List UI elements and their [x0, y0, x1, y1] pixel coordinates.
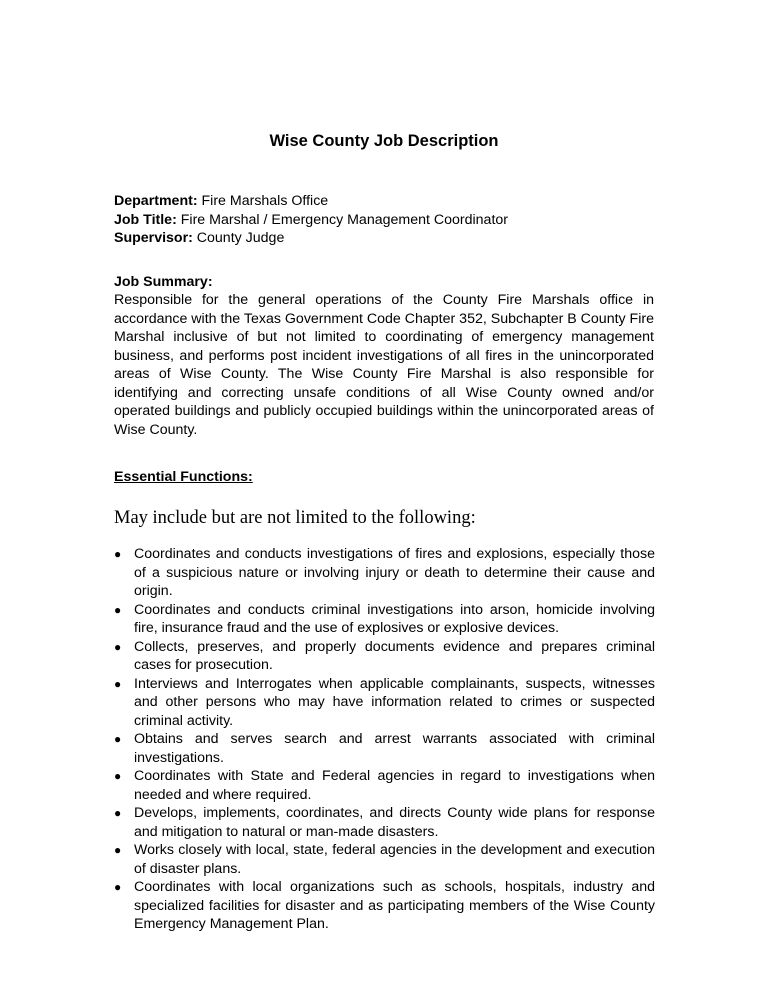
supervisor-label: Supervisor: [114, 230, 193, 246]
supervisor-line [114, 229, 674, 248]
bullet-icon: ● [114, 806, 122, 820]
bullet-icon: ● [114, 880, 122, 894]
list-item [114, 601, 655, 638]
list-item [114, 730, 655, 767]
department-label: Department: [114, 193, 198, 209]
document-title: Wise County Job Description [269, 132, 499, 150]
list-item-text: Coordinates and conducts investigations of fires and explosions, especially those of a suspicious nature or involving injury or death to determine their cause and origin. [134, 546, 655, 599]
list-item-text: Interviews and Interrogates when applicable complainants, suspects, witnesses and other persons who may have information related to crimes or suspected criminal activity. [134, 675, 655, 729]
bullet-icon: ● [114, 639, 122, 654]
bullet-icon: ● [114, 769, 122, 783]
list-item [114, 878, 655, 934]
bullet-icon: ● [114, 676, 122, 691]
list-item-text: Collects, preserves, and properly documents evidence and prepares criminal cases for prosecution. [134, 638, 655, 673]
supervisor-value: County Judge [192, 230, 285, 246]
list-item [114, 841, 655, 878]
bullet-icon: ● [114, 602, 122, 617]
job-meta [114, 192, 674, 248]
list-item [114, 638, 655, 675]
bullet-icon: ● [114, 732, 122, 746]
list-item-text: Obtains and serves search and arrest warrants associated with criminal investigations. [134, 731, 655, 766]
list-item-text: Coordinates with local organizations such as schools, hospitals, industry and specialized facilities for disaster and as participating members of the Wise County Emergency Management Plan. [134, 879, 655, 932]
list-item-text: Works closely with local, state, federal agencies in the development and execution of disaster plans. [134, 842, 655, 877]
department-line [114, 192, 674, 211]
list-item-text: Coordinates with State and Federal agencies in regard to investigations when needed and where required. [134, 768, 655, 803]
list-item-text: Develops, implements, coordinates, and directs County wide plans for response and mitigation to natural or man-made disasters. [134, 805, 655, 840]
essential-functions-heading: Essential Functions: [114, 469, 253, 485]
bullet-icon: ● [114, 547, 122, 561]
job-title-line [114, 211, 674, 230]
list-item [114, 675, 655, 731]
job-summary-heading: Job Summary: [114, 274, 213, 290]
essential-functions-intro: May include but are not limited to the following: [114, 508, 476, 528]
department-value: Fire Marshals Office [197, 193, 329, 209]
job-title-label: Job Title: [114, 211, 177, 228]
essential-functions-list [114, 545, 655, 934]
job-title-value: Fire Marshal / Emergency Management Coordinator [176, 211, 508, 228]
list-item-text: Coordinates and conducts criminal investigations into arson, homicide involving fire, insurance fraud and the use of explosives or explosive devices. [134, 601, 655, 636]
bullet-icon: ● [114, 843, 122, 857]
list-item [114, 545, 655, 601]
list-item [114, 804, 655, 841]
list-item [114, 767, 655, 804]
job-summary-text: Responsible for the general operations of the County Fire Marshals office in accordance with the Texas Government Code Chapter 352, Subchapter B County Fire Marshal inclusive of but not limited to coordinating of emergency management business, and performs post incident investigations of all fires in the unincorporated areas of Wise County. The Wise County Fire Marshal is also responsible for identifying and correcting unsafe conditions of all Wise County owned and/or operated buildings and publicly occupied buildings within the unincorporated areas of Wise County. [114, 292, 654, 438]
